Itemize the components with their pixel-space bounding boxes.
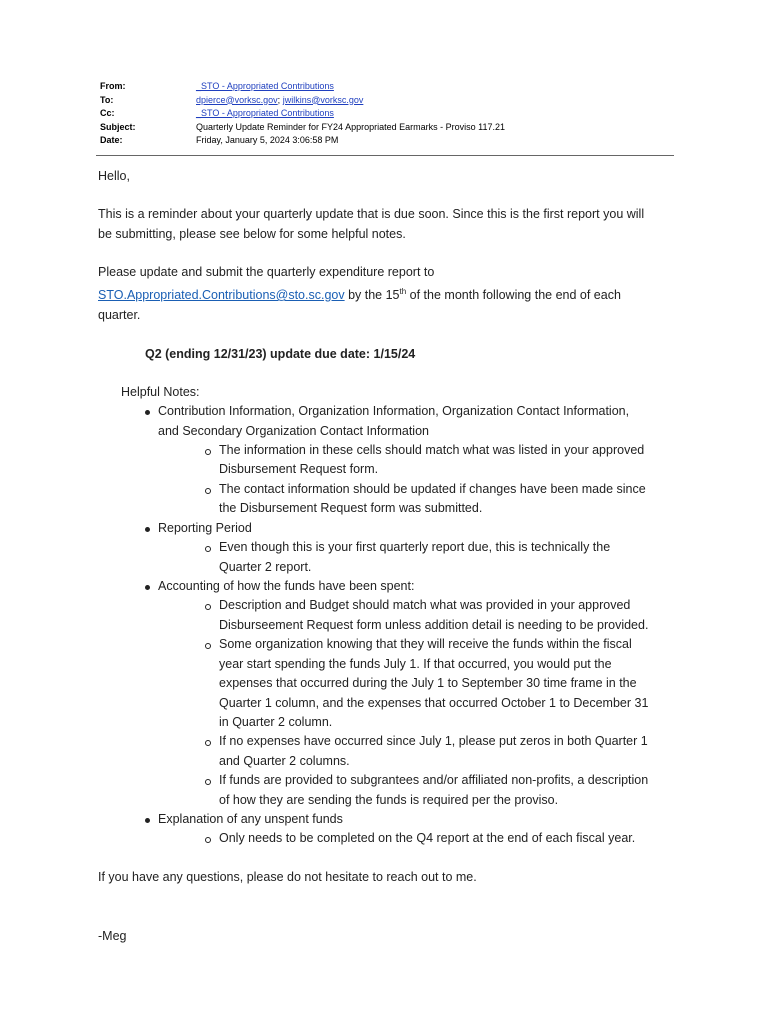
sub-bullet-circle — [205, 449, 211, 455]
submit-email-link[interactable]: STO.Appropriated.Contributions@sto.sc.gov — [98, 288, 345, 302]
sub-bullet-circle — [205, 546, 211, 552]
from-row — [100, 80, 675, 94]
cc-label: Cc: — [100, 108, 115, 119]
sub-bullet-circle — [205, 740, 211, 746]
submit-sup: th — [399, 286, 407, 296]
cc-value[interactable]: _STO - Appropriated Contributions — [196, 108, 334, 119]
bullet-1-sub-1-line-2: Disbursement Request form. — [219, 462, 379, 476]
sub-bullet-circle — [205, 604, 211, 610]
helpful-notes-heading: Helpful Notes: — [121, 385, 200, 399]
due-date-heading: Q2 (ending 12/31/23) update due date: 1/15/24 — [145, 347, 416, 361]
bullet-4-sub-1-line-1: Only needs to be completed on the Q4 report at the end of each fiscal year. — [219, 831, 636, 845]
to-separator: ; — [277, 94, 281, 105]
signature: -Meg — [98, 929, 127, 943]
bullet-3-sub-3-line-2: and Quarter 2 columns. — [219, 754, 350, 768]
bullet-3-sub-3-line-1: If no expenses have occurred since July 1, please put zeros in both Quarter 1 — [219, 734, 648, 748]
bullet-dot — [145, 527, 150, 532]
bullet-3-line-1: Accounting of how the funds have been spent: — [158, 579, 415, 593]
submit-rest: of the month following the end of each — [406, 288, 621, 302]
sub-bullet-circle — [205, 779, 211, 785]
subject-label: Subject: — [100, 121, 136, 132]
bullet-1-line-2: and Secondary Organization Contact Information — [158, 424, 429, 438]
bullet-3-sub-2-line-3: expenses that occurred during the July 1 to September 30 time frame in the — [219, 676, 637, 690]
bullet-3-sub-1-line-1: Description and Budget should match what was provided in your approved — [219, 598, 631, 612]
bullet-3-sub-2-line-1: Some organization knowing that they will receive the funds within the fiscal — [219, 637, 632, 651]
to-value-1[interactable]: dpierce@vorksc.gov — [196, 94, 278, 105]
closing-line: If you have any questions, please do not hesitate to reach out to me. — [98, 870, 477, 884]
subject-value: Quarterly Update Reminder for FY24 Appropriated Earmarks - Proviso 117.21 — [196, 121, 505, 132]
to-label: To: — [100, 94, 114, 105]
greeting: Hello, — [98, 169, 130, 183]
bullet-4-line-1: Explanation of any unspent funds — [158, 812, 343, 826]
submit-line-1: Please update and submit the quarterly expenditure report to — [98, 265, 435, 279]
bullet-1-line-1: Contribution Information, Organization Information, Organization Contact Information, — [158, 404, 630, 418]
submit-line-2 — [98, 286, 621, 306]
intro-line-2: be submitting, please see below for some helpful notes. — [98, 227, 406, 241]
bullet-1-sub-2-line-2: the Disbursement Request form was submitted. — [219, 501, 483, 515]
bullet-2-sub-1-line-1: Even though this is your first quarterly report due, this is technically the — [219, 540, 611, 554]
date-label: Date: — [100, 135, 123, 146]
header-divider — [96, 155, 674, 156]
bullet-1-sub-2-line-1: The contact information should be updated if changes have been made since — [219, 482, 646, 496]
submit-by: by the 15 — [344, 288, 400, 302]
from-value[interactable]: _STO - Appropriated Contributions — [196, 81, 334, 91]
bullet-dot — [145, 410, 150, 415]
from-label: From: — [100, 81, 126, 91]
bullet-3-sub-4-line-1: If funds are provided to subgrantees and/or affiliated non-profits, a description — [219, 773, 649, 787]
sub-bullet-circle — [205, 837, 211, 843]
email-header — [100, 80, 675, 148]
to-value-2[interactable]: jwilkins@vorksc.gov — [282, 94, 364, 105]
bullet-3-sub-1-line-2: Disburseement Request form unless addition detail is needing to be provided. — [219, 618, 649, 632]
bullet-3-sub-2-line-5: in Quarter 2 column. — [219, 715, 333, 729]
submit-line-3: quarter. — [98, 308, 141, 322]
sub-bullet-circle — [205, 488, 211, 494]
bullet-3-sub-2-line-2: year start spending the funds July 1. If that occurred, you would put the — [219, 657, 612, 671]
intro-line-1: This is a reminder about your quarterly update that is due soon. Since this is the first report you will — [98, 207, 645, 221]
date-row — [100, 134, 675, 148]
bullet-dot — [145, 818, 150, 823]
date-value: Friday, January 5, 2024 3:06:58 PM — [196, 135, 339, 146]
bullet-1-sub-1-line-1: The information in these cells should match what was listed in your approved — [219, 443, 645, 457]
sub-bullet-circle — [205, 643, 211, 649]
bullet-2-line-1: Reporting Period — [158, 521, 252, 535]
to-row — [100, 94, 675, 108]
bullet-2-sub-1-line-2: Quarter 2 report. — [219, 560, 312, 574]
subject-row — [100, 121, 675, 135]
bullet-3-sub-2-line-4: Quarter 1 column, and the expenses that occurred October 1 to December 31 — [219, 696, 649, 710]
bullet-dot — [145, 585, 150, 590]
bullet-3-sub-4-line-2: of how they are sending the funds is required per the proviso. — [219, 793, 559, 807]
cc-row — [100, 107, 675, 121]
